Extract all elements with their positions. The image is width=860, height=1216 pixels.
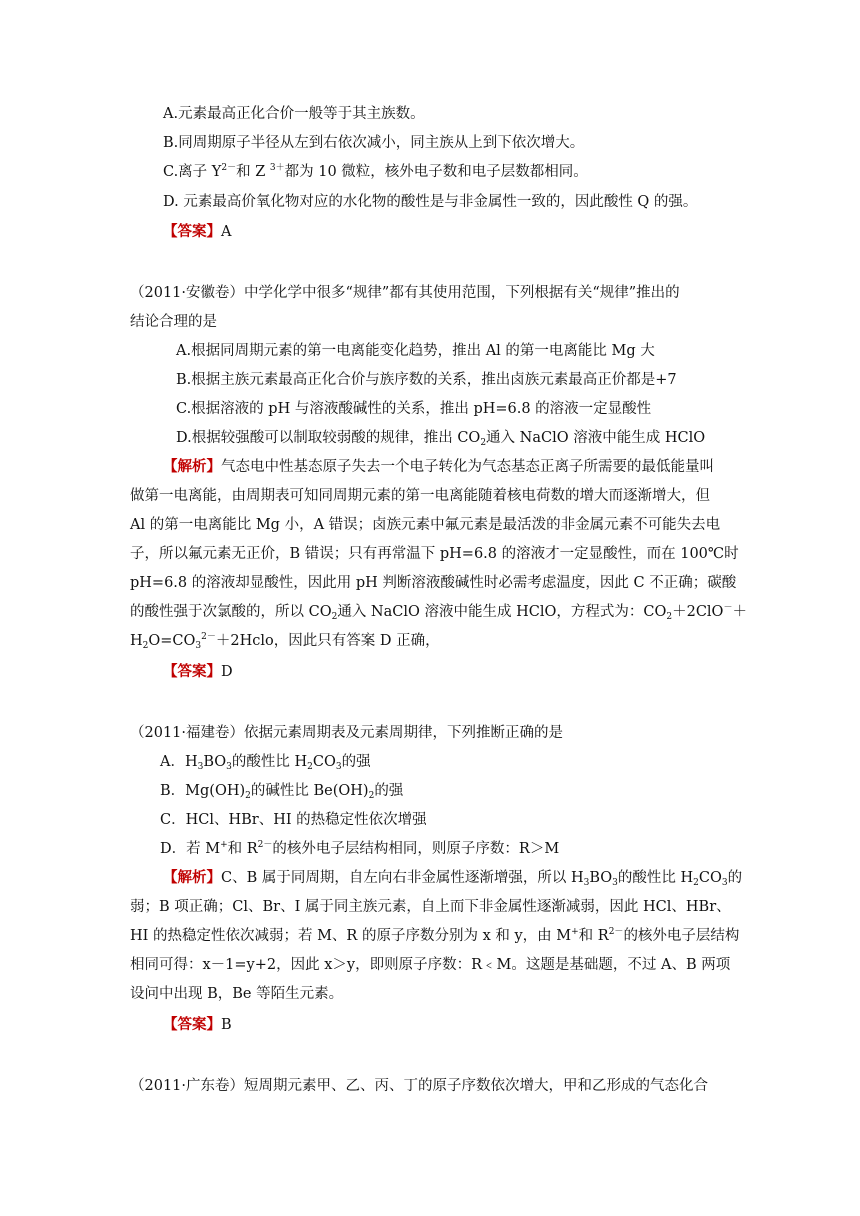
q2-answer: 【答案】D — [163, 663, 233, 680]
q3-option-b: B．$Mg(OH)_2$的碱性比 $Be(OH)_2$的强 — [160, 783, 404, 801]
q1-option-c: C.离子 $Y^{2-}$和 Z $^{3+}$都为 10 微粒，核外电子数和电子层数都相同。 — [163, 163, 588, 180]
q2-option-d: D.根据较强酸可以制取较弱酸的规律，推出 $CO_2$通入 NaClO 溶液中能生成 HClO — [176, 430, 706, 448]
q2-analysis-line-6: 的酸性强于次氯酸的，所以 $CO_2$通入 NaClO 溶液中能生成 HClO，方程式为：$CO_2+2ClO^-+$ — [130, 603, 747, 622]
q2-stem-line-2: 结论合理的是 — [130, 314, 217, 330]
q3-option-d: D．若 M+和 $R^{2-}$的核外电子层结构相同，则原子序数：R＞M — [160, 840, 560, 857]
q3-analysis-line-3: HI 的热稳定性依次减弱；若 M、R 的原子序数分别为 x 和 y，由 M+和 $R^{2-}$的核外电子层结构 — [130, 927, 740, 944]
q1-option-a: A.元素最高正化合价一般等于其主族数。 — [163, 106, 425, 122]
q2-analysis-line-1: 【解析】气态电中性基态原子失去一个电子转化为气态基态正离子所需要的最低能量叫 — [163, 458, 714, 475]
q3-option-a: A．$H_3BO_3$的酸性比 $H_2CO_3$的强 — [160, 754, 371, 772]
q1-answer: 【答案】A — [163, 223, 232, 240]
answer-tag: 【答案】 — [163, 1016, 221, 1033]
q3-analysis-line-4: 相同可得：x－1=y+2，因此 x＞y，即则原子序数：R﹤M。这题是基础题，不过 A、B 两项 — [130, 957, 731, 973]
q3-analysis-line-5: 设问中出现 B，Be 等陌生元素。 — [130, 986, 344, 1002]
q3-analysis-line-1: 【解析】C、B 属于同周期，自左向右非金属性逐渐增强，所以 $H_3BO_3$的酸性比 $H_2CO_3$的 — [163, 869, 743, 888]
q2-analysis-line-7: $H_2O=CO_3^{2-}+2Hclo$，因此只有答案 D 正确， — [130, 632, 440, 651]
q2-stem-line-1: （2011·安徽卷）中学化学中很多“规律”都有其使用范围，下列根据有关“规律”推出的 — [130, 285, 680, 301]
q2-option-a: A.根据同周期元素的第一电离能变化趋势，推出 Al 的第一电离能比 Mg 大 — [176, 343, 655, 359]
q2-analysis-line-2: 做第一电离能，由周期表可知同周期元素的第一电离能随着核电荷数的增大而逐渐增大，但 — [130, 488, 710, 504]
q2-option-b: B.根据主族元素最高正化合价与族序数的关系，推出卤族元素最高正价都是+7 — [176, 372, 677, 388]
answer-tag: 【答案】 — [163, 223, 221, 240]
q2-analysis-line-4: 子，所以氟元素无正价，B 错误；只有再常温下 pH=6.8 的溶液才一定显酸性，而在 100℃时 — [130, 546, 739, 562]
q3-option-c: C．HCl、HBr、HI 的热稳定性依次增强 — [160, 812, 427, 828]
q2-analysis-line-3: Al 的第一电离能比 Mg 小，A 错误；卤族元素中氟元素是最活泼的非金属元素不可能失去电 — [130, 517, 721, 533]
q1-option-d: D. 元素最高价氧化物对应的水化物的酸性是与非金属性一致的，因此酸性 Q 的强。 — [163, 194, 698, 210]
q3-answer: 【答案】B — [163, 1016, 232, 1033]
q4-stem: （2011·广东卷）短周期元素甲、乙、丙、丁的原子序数依次增大，甲和乙形成的气态化合 — [130, 1078, 709, 1094]
q3-analysis-line-2: 弱；B 项正确；Cl、Br、I 属于同主族元素，自上而下非金属性逐渐减弱，因此 HCl、HBr、 — [130, 899, 731, 915]
analysis-tag: 【解析】 — [163, 869, 221, 886]
q2-analysis-line-5: pH=6.8 的溶液却显酸性，因此用 pH 判断溶液酸碱性时必需考虑温度，因此 C 不正确；碳酸 — [130, 575, 737, 591]
q1-option-b: B.同周期原子半径从左到右依次减小，同主族从上到下依次增大。 — [163, 135, 585, 151]
q3-stem: （2011·福建卷）依据元素周期表及元素周期律，下列推断正确的是 — [130, 725, 564, 741]
analysis-tag: 【解析】 — [163, 458, 221, 475]
answer-tag: 【答案】 — [163, 663, 221, 680]
q2-option-c: C.根据溶液的 pH 与溶液酸碱性的关系，推出 pH=6.8 的溶液一定显酸性 — [176, 401, 652, 417]
